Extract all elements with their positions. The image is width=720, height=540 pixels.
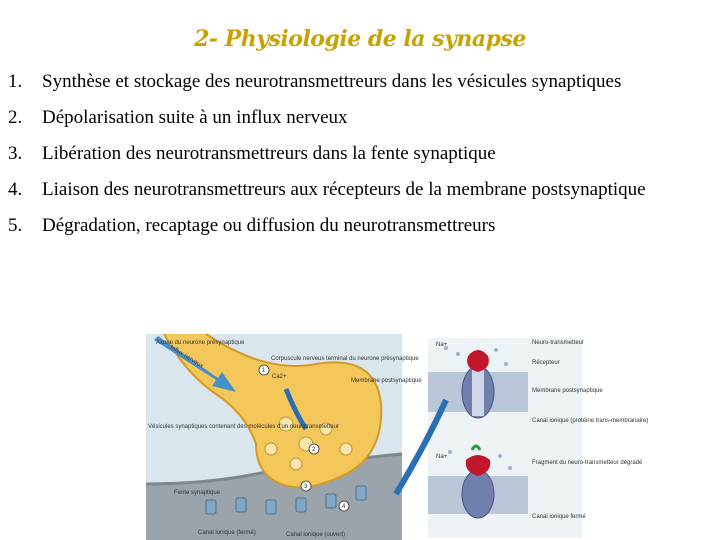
membrane-post2-label: Membrane postsynaptique [532, 388, 603, 394]
canal-ferme-label: Canal ionique (fermé) [198, 530, 256, 536]
ion-channel-label: Canal ionique (protéine trans-membranaire) [532, 418, 649, 424]
step-2-label: 2 [312, 447, 316, 453]
calcium-label: Ca2+ [272, 374, 287, 380]
synapse-illustration [146, 334, 649, 540]
list-item: 5. Dégradation, recaptage ou diffusion du neurotransmettreurs [8, 215, 496, 236]
step-3-label: 3 [304, 484, 308, 490]
lower-channel [462, 470, 494, 518]
list-item: 3. Libération des neurotransmettreurs dans la fente synaptique [8, 143, 496, 164]
steps-list [8, 70, 708, 250]
list-item: 2. Dépolarisation suite à un influx nerveux [8, 107, 348, 128]
fente-label: Fente synaptique [174, 490, 221, 496]
na-lower-label: Na+ [436, 454, 448, 460]
slide-title: 2- Physiologie de la synapse [194, 26, 526, 52]
influx-label: Influx nerveux [168, 344, 204, 370]
neurotransmitter-label: Neuro-transmetteur [532, 340, 585, 346]
corpuscule-label: Corpuscule nerveux terminal du neurone présynaptique [271, 356, 419, 362]
na-upper-label: Na+ [436, 342, 448, 348]
step-4-label: 4 [342, 504, 346, 510]
list-item: 1. Synthèse et stockage des neurotransmettreurs dans les vésicules synaptiques [8, 71, 622, 92]
fragment-label: Fragment du neuro-transmetteur dégradé [532, 460, 643, 466]
membrane-post-label: Membrane postsynaptique [351, 378, 422, 384]
canal-ouvert-label: Canal ionique (ouvert) [286, 532, 346, 538]
receptor-label: Récepteur [532, 360, 560, 366]
vesicles-label: Vésicules synaptiques contenant des molécules d'un neurotransmetteur [148, 424, 339, 430]
axone-label: Axone du neurone présynaptique [156, 340, 245, 346]
list-item: 4. Liaison des neurotransmettreurs aux récepteurs de la membrane postsynaptique [8, 179, 646, 200]
step-1-label: 1 [262, 368, 266, 374]
closed-channel-label: Canal ionique fermé [532, 514, 586, 520]
